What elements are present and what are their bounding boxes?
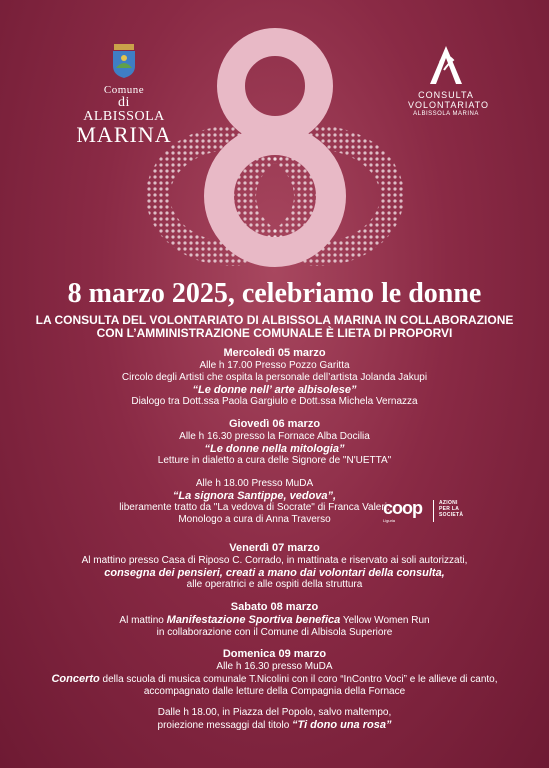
event-sunday <box>0 648 549 698</box>
coop-tagline1: AZIONI <box>439 500 458 506</box>
consulta-logo <box>408 44 490 118</box>
event-title: “La signora Santippe, vedova”, <box>172 490 337 502</box>
event-sunday-evening <box>0 707 549 732</box>
event-day: Domenica 09 marzo <box>222 648 327 660</box>
subtitle-line1: LA CONSULTA DEL VOLONTARIATO DI ALBISSOLA MARINA IN COLLABORAZIONE <box>35 313 514 327</box>
event-line: Al mattino presso Casa di Riposo C. Corrado, in mattinata e riservato ai soli autorizzati, <box>81 555 468 566</box>
eight-number: 8 <box>274 93 276 94</box>
coop-sub: Liguria <box>383 518 396 523</box>
event-line-suffix: della scuola di musica comunale T.Nicolini con il coro “InContro Voci” e le allieve di canto, <box>99 674 498 685</box>
event-line: Dialogo tra Dott.ssa Paola Gargiulo e Dott.ssa Michela Vernazza <box>131 396 418 407</box>
event-line: Dalle h 18.00, in Piazza del Popolo, salvo maltempo, <box>157 707 392 718</box>
event-title: consegna dei pensieri, creati a mano dai volontari della consulta, <box>104 567 445 579</box>
event-day: Giovedì 06 marzo <box>228 418 321 430</box>
coop-tagline3: SOCIETÀ <box>439 512 464 518</box>
subtitle-line2: CON L’AMMINISTRAZIONE COMUNALE È LIETA DI PROPORVI <box>96 326 453 340</box>
event-title: “Le donne nella mitologia” <box>204 443 345 455</box>
comune-logo-line3: MARINA <box>76 122 172 147</box>
coat-of-arms-icon <box>110 44 138 78</box>
event-day: Mercoledì 05 marzo <box>223 347 326 359</box>
coop-tagline <box>439 500 463 518</box>
coop-logo <box>383 497 479 527</box>
event-line: Letture in dialetto a cura delle Signore de "N'UETTA" <box>157 455 392 466</box>
event-line <box>0 719 549 732</box>
event-line: Alle h 17.00 Presso Pozzo Garitta <box>199 360 350 371</box>
event-line-suffix: Yellow Women Run <box>340 615 430 626</box>
consulta-logo-line2: VOLONTARIATO <box>408 100 490 110</box>
coop-divider <box>433 500 434 522</box>
event-line: Alle h 16.30 presso la Fornace Alba Docilia <box>179 431 370 442</box>
event-thursday <box>0 418 549 467</box>
eight-graphic <box>140 18 410 280</box>
event-friday <box>0 542 549 591</box>
coop-name: coop <box>383 498 422 518</box>
event-line <box>0 614 549 627</box>
event-line: Alle h 16.30 presso MuDA <box>216 661 333 672</box>
event-line: in collaborazione con il Comune di Albisola Superiore <box>156 627 393 638</box>
page-title: 8 marzo 2025, celebriamo le donne <box>67 278 482 309</box>
comune-logo-line2: di ALBISSOLA <box>83 95 165 124</box>
event-day: Sabato 08 marzo <box>230 601 319 613</box>
event-line <box>0 673 549 686</box>
event-wednesday <box>0 347 549 408</box>
coop-tagline2: PER LA <box>439 506 460 512</box>
event-line: Alle h 18.00 Presso MuDA <box>195 478 314 489</box>
event-line-prefix: Al mattino <box>119 615 167 626</box>
event-line-prefix: proiezione messaggi dal titolo <box>157 720 293 731</box>
consulta-logo-line3: ALBISSOLA MARINA <box>413 111 479 117</box>
event-title: Manifestazione Sportiva benefica <box>166 614 341 626</box>
event-title: Concerto <box>51 673 100 685</box>
event-line: Circolo degli Artisti che ospita la personale dell’artista Jolanda Jakupi <box>121 372 428 383</box>
event-title: “Le donne nell’ arte albisolese” <box>192 384 357 396</box>
event-line: liberamente tratto da "La vedova di Socrate" di Franca Valeri. <box>119 502 390 513</box>
event-title: “Ti dono una rosa” <box>292 719 392 731</box>
event-line: Monologo a cura di Anna Traverso <box>178 514 331 525</box>
consulta-logo-line1: CONSULTA <box>418 90 474 100</box>
event-day: Venerdì 07 marzo <box>229 542 320 554</box>
event-saturday <box>0 601 549 639</box>
consulta-hands-icon <box>426 44 466 90</box>
subtitle <box>0 314 549 340</box>
comune-logo-line1: Comune <box>103 84 145 96</box>
event-line: alle operatrici e alle ospiti della struttura <box>186 579 363 590</box>
event-line: accompagnato dalle letture della Compagnia della Fornace <box>143 686 406 697</box>
